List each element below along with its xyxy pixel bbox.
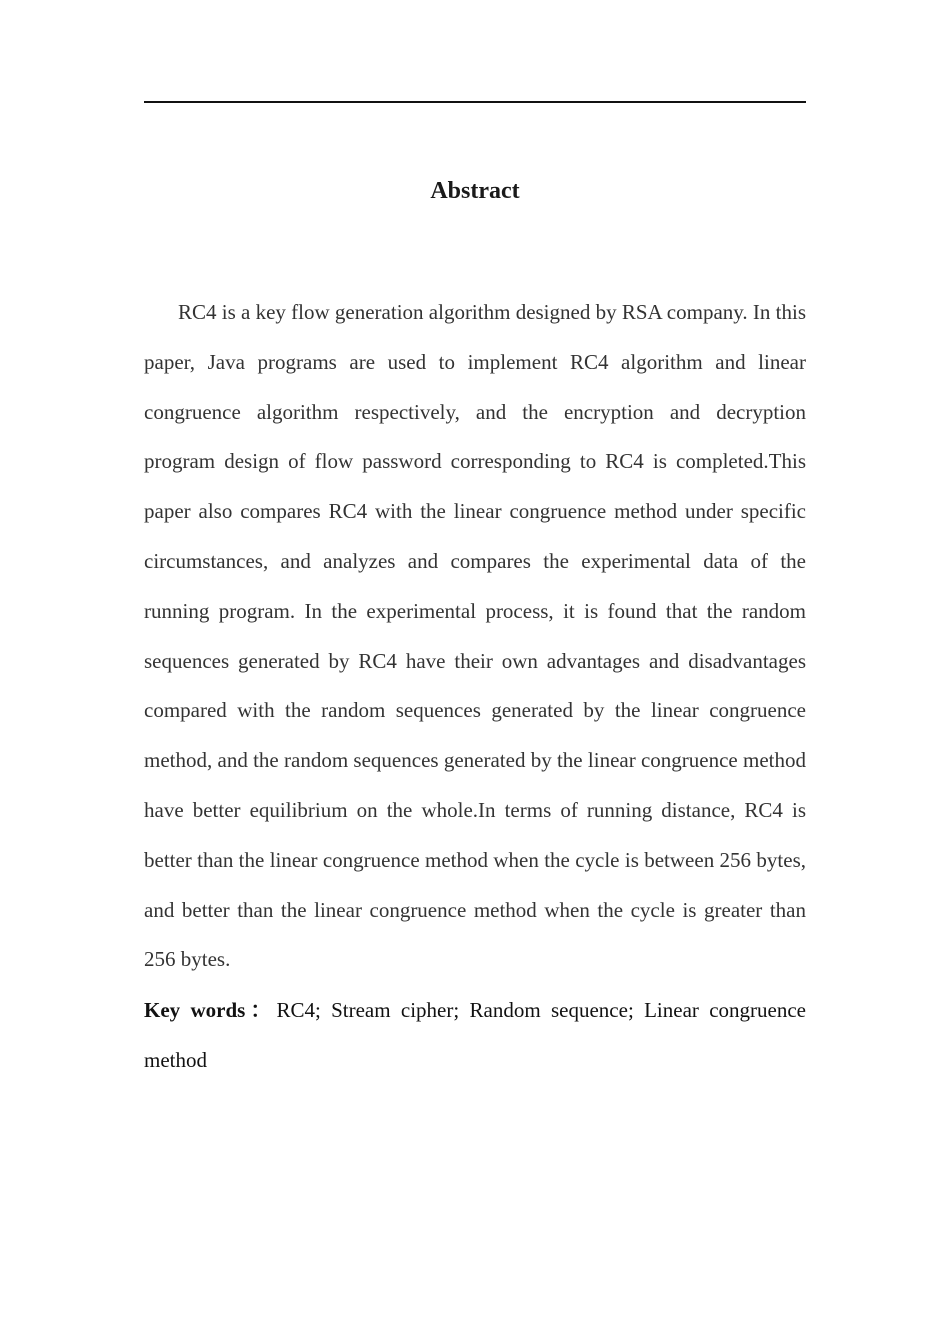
header-rule: [144, 101, 806, 103]
abstract-paragraph: RC4 is a key flow generation algorithm designed by RSA company. In this paper, Java programs are used to implement RC4 algorithm and linear congruence algorithm respectively, and the encryption and decryption program design of flow password corresponding to RC4 is completed.This paper also compares RC4 with the linear congruence method under specific circumstances, and analyzes and compares the experimental data of the running program. In the experimental process, it is found that the random sequences generated by RC4 have their own advantages and disadvantages compared with the random sequences generated by the linear congruence method, and the random sequences generated by the linear congruence method have better equilibrium on the whole.In terms of running distance, RC4 is better than the linear congruence method when the cycle is between 256 bytes, and better than the linear congruence method when the cycle is greater than 256 bytes.: [144, 300, 806, 972]
keywords-text: RC4; Stream cipher; Random sequence; Linear congruence method: [144, 998, 806, 1072]
page-title: Abstract: [430, 178, 520, 204]
keywords-line: [144, 986, 806, 1086]
keywords-label: Key words：: [144, 998, 277, 1022]
